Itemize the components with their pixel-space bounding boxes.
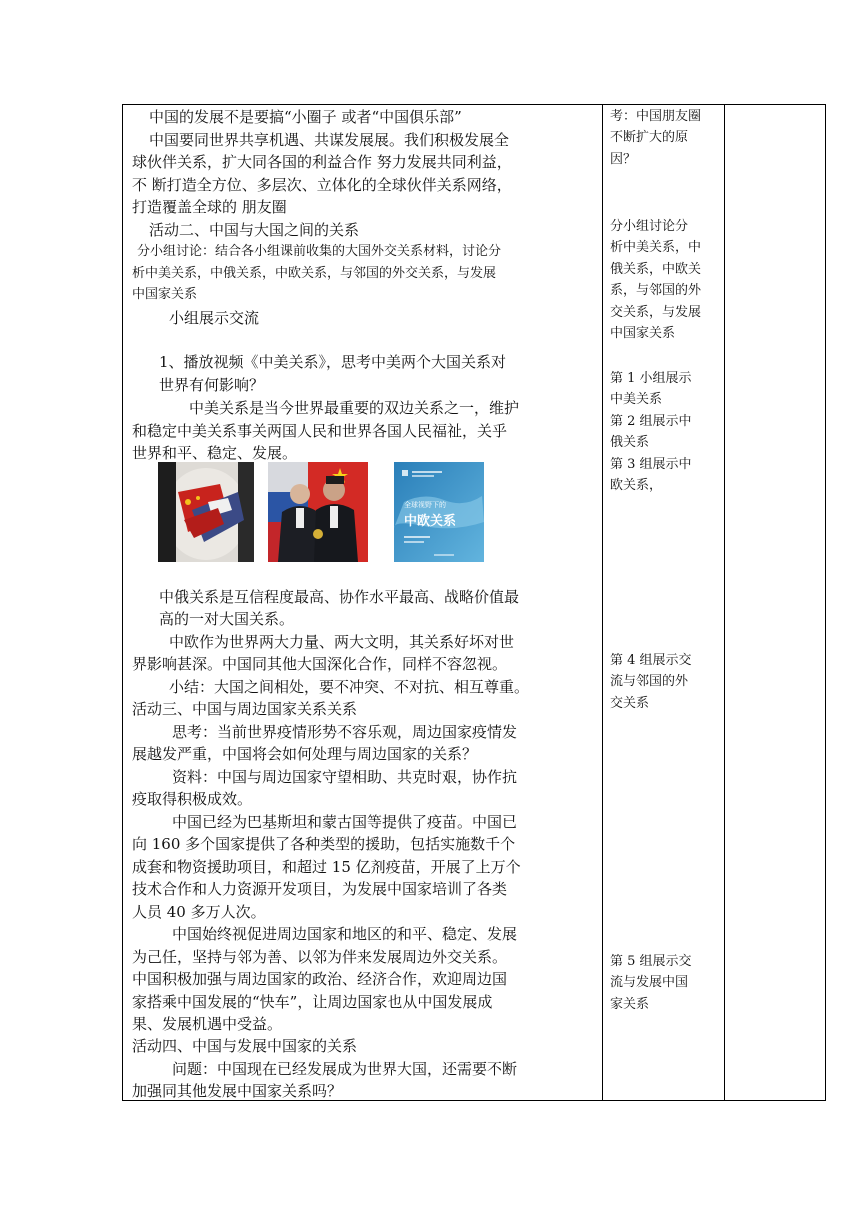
text-line: 和稳定中美关系事关两国人民和世界各国人民福祉，关乎 xyxy=(132,422,508,440)
lesson-table xyxy=(122,104,826,1101)
note-line: 分小组讨论分 xyxy=(610,219,689,234)
note-line: 交关系，与发展 xyxy=(610,305,702,320)
text-line: 界影响甚深。中国同其他大国深化合作，同样不容忽视。 xyxy=(132,655,508,673)
note-line: 第 5 组展示交 xyxy=(610,954,692,969)
note-line: 交关系 xyxy=(610,696,650,711)
student-activity-column xyxy=(603,105,725,1100)
text-line: 人员 40 多万人次。 xyxy=(132,903,266,921)
text-line: 不 断打造全方位、多层次、立体化的全球伙伴关系网络， xyxy=(132,176,512,194)
notes-column xyxy=(725,105,825,1100)
note-line: 俄关系，中欧关 xyxy=(610,262,702,277)
content-column xyxy=(123,105,603,1100)
section-heading: 活动二、中国与大国之间的关系 xyxy=(149,221,360,239)
text-line: 中国要同世界共享机遇、共谋发展展。我们积极发展全 xyxy=(149,131,510,149)
text-line: 高的一对大国关系。 xyxy=(159,610,295,628)
text-line: 小结：大国之间相处，要不冲突、不对抗、相互尊重。 xyxy=(169,678,530,696)
note-line: 俄关系 xyxy=(610,435,650,450)
note-line: 第 3 组展示中 xyxy=(610,457,692,472)
text-line: 为己任，坚持与邻为善、以邻为伴来发展周边外交关系。 xyxy=(132,948,508,966)
text-line: 世界和平、稳定、发展。 xyxy=(132,444,298,462)
note-line: 第 4 组展示交 xyxy=(610,653,692,668)
text-line: 小组展示交流 xyxy=(169,309,260,327)
text-line: 分小组讨论：结合各小组课前收集的大国外交关系材料，讨论分 xyxy=(137,244,502,259)
note-line: 流与发展中国 xyxy=(610,975,689,990)
text-line: 资料：中国与周边国家守望相助、共克时艰，协作抗 xyxy=(172,768,518,786)
text-line: 1、播放视频《中美关系》，思考中美两个大国关系对 xyxy=(159,353,507,371)
note-line: 中国家关系 xyxy=(610,326,676,341)
note-line: 第 2 组展示中 xyxy=(610,414,692,429)
text-line: 中国家关系 xyxy=(132,287,198,302)
note-line: 因？ xyxy=(610,152,637,167)
text-line: 果、发展机遇中受益。 xyxy=(132,1015,283,1033)
text-line: 中国的发展不是要搞“小圈子 或者“中国俱乐部” xyxy=(149,108,462,126)
text-line: 展越发严重，中国将会如何处理与周边国家的关系？ xyxy=(132,745,478,763)
text-line: 球伙伴关系，扩大同各国的利益合作 努力发展共同利益， xyxy=(132,153,512,171)
text-line: 疫取得积极成效。 xyxy=(132,790,253,808)
text-line: 加强同其他发展中国家关系吗？ xyxy=(132,1082,343,1100)
text-line: 向 160 多个国家提供了各种类型的援助，包括实施数千个 xyxy=(132,835,516,853)
section-heading: 活动四、中国与发展中国家的关系 xyxy=(132,1037,358,1055)
text-line: 中欧作为世界两大力量、两大文明，其关系好坏对世 xyxy=(169,633,515,651)
text-line: 中美关系是当今世界最重要的双边关系之一，维护 xyxy=(189,399,520,417)
text-line: 问题：中国现在已经发展成为世界大国，还需要不断 xyxy=(172,1060,518,1078)
book-cover-image xyxy=(394,462,484,562)
text-line: 中俄关系是互信程度最高、协作水平最高、战略价值最 xyxy=(159,588,520,606)
note-line: 系，与邻国的外 xyxy=(610,283,702,298)
book-subtitle: 全球视野下的 xyxy=(404,501,446,509)
leaders-photo xyxy=(268,462,368,562)
note-line: 流与邻国的外 xyxy=(610,674,689,689)
section-heading: 活动三、中国与周边国家关系关系 xyxy=(132,700,358,718)
book-title: 中欧关系 xyxy=(404,514,457,529)
handshake-image xyxy=(158,462,254,562)
text-line: 中国已经为巴基斯坦和蒙古国等提供了疫苗。中国已 xyxy=(172,813,518,831)
note-line: 欧关系， xyxy=(610,478,663,493)
text-line: 思考：当前世界疫情形势不容乐观，周边国家疫情发 xyxy=(172,723,518,741)
note-line: 不断扩大的原 xyxy=(610,130,689,145)
note-line: 中美关系 xyxy=(610,392,663,407)
text-line: 中国积极加强与周边国家的政治、经济合作，欢迎周边国 xyxy=(132,970,508,988)
text-line: 成套和物资援助项目，和超过 15 亿剂疫苗，开展了上万个 xyxy=(132,858,521,876)
text-line: 世界有何影响？ xyxy=(159,376,265,394)
note-line: 第 1 小组展示 xyxy=(610,371,692,386)
text-line: 技术合作和人力资源开发项目，为发展中国家培训了各类 xyxy=(132,880,508,898)
text-line: 中国始终视促进周边国家和地区的和平、稳定、发展 xyxy=(172,925,518,943)
note-line: 家关系 xyxy=(610,997,650,1012)
note-line: 析中美关系，中 xyxy=(610,240,702,255)
text-line: 家搭乘中国发展的“快车”，让周边国家也从中国发展成 xyxy=(132,993,493,1011)
text-line: 打造覆盖全球的 朋友圈 xyxy=(132,198,287,216)
text-line: 析中美关系，中俄关系，中欧关系，与邻国的外交关系，与发展 xyxy=(132,266,497,281)
note-line: 考：中国朋友圈 xyxy=(610,109,702,124)
